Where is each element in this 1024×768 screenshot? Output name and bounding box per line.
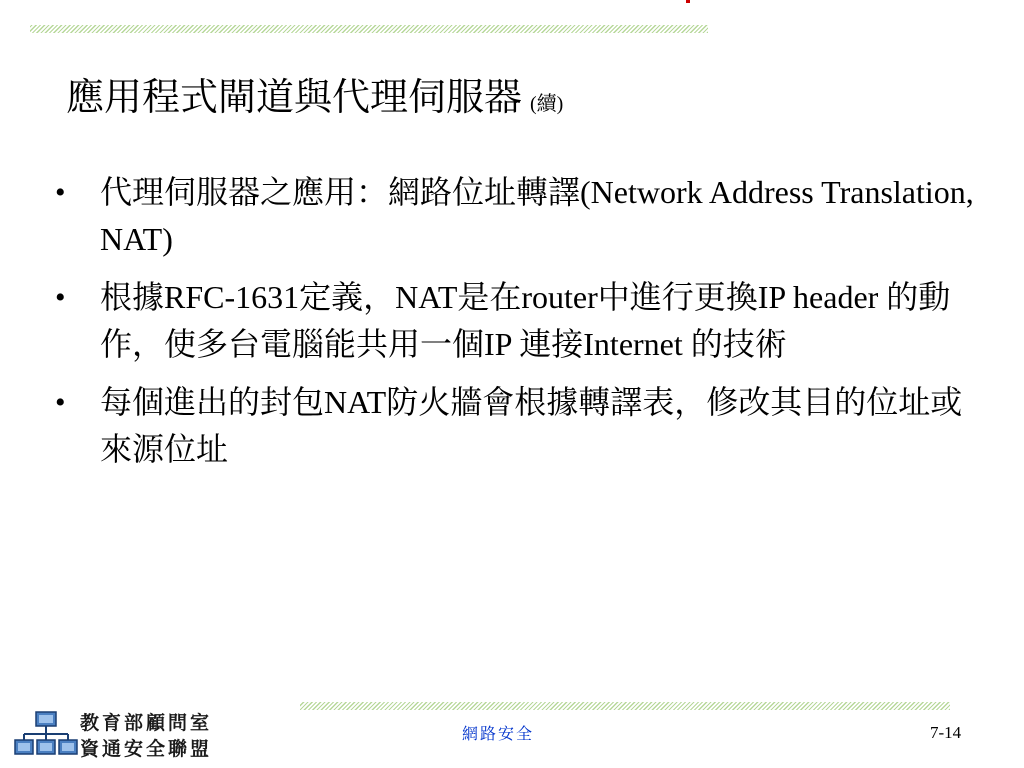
slide-title-text: 應用程式閘道與代理伺服器 <box>66 75 523 119</box>
bullet-list <box>55 169 975 473</box>
logo-line-1: 教育部顧問室 <box>80 712 213 734</box>
bullet-text: 根據RFC-1631定義，NAT是在router中進行更換IP header 的動作，使多台電腦能共用一個IP 連接Internet 的技術 <box>100 279 951 362</box>
bullet-marker: • <box>55 176 66 209</box>
page-number: 7-14 <box>930 723 962 742</box>
bullet-marker: • <box>55 386 66 419</box>
slide-title <box>66 72 563 129</box>
footer-logo <box>14 710 224 762</box>
top-hatch-divider <box>30 25 708 33</box>
bullet-marker: • <box>55 281 66 314</box>
bullet-item <box>55 169 975 263</box>
logo-line-2: 資通安全聯盟 <box>80 738 213 760</box>
network-tree-icon <box>14 710 78 762</box>
bullet-text: 每個進出的封包NAT防火牆會根據轉譯表，修改其目的位址或來源位址 <box>100 384 963 467</box>
bullet-item <box>55 274 975 368</box>
bullet-item <box>55 379 975 473</box>
top-red-mark <box>686 0 690 3</box>
slide-content <box>55 169 975 484</box>
bullet-text: 代理伺服器之應用：網路位址轉譯(Network Address Translation, NAT) <box>100 174 974 257</box>
slide-title-suffix: (續) <box>530 93 564 115</box>
bottom-hatch-divider <box>300 702 950 710</box>
footer-course-label: 網路安全 <box>462 724 535 743</box>
logo-text <box>80 710 212 762</box>
